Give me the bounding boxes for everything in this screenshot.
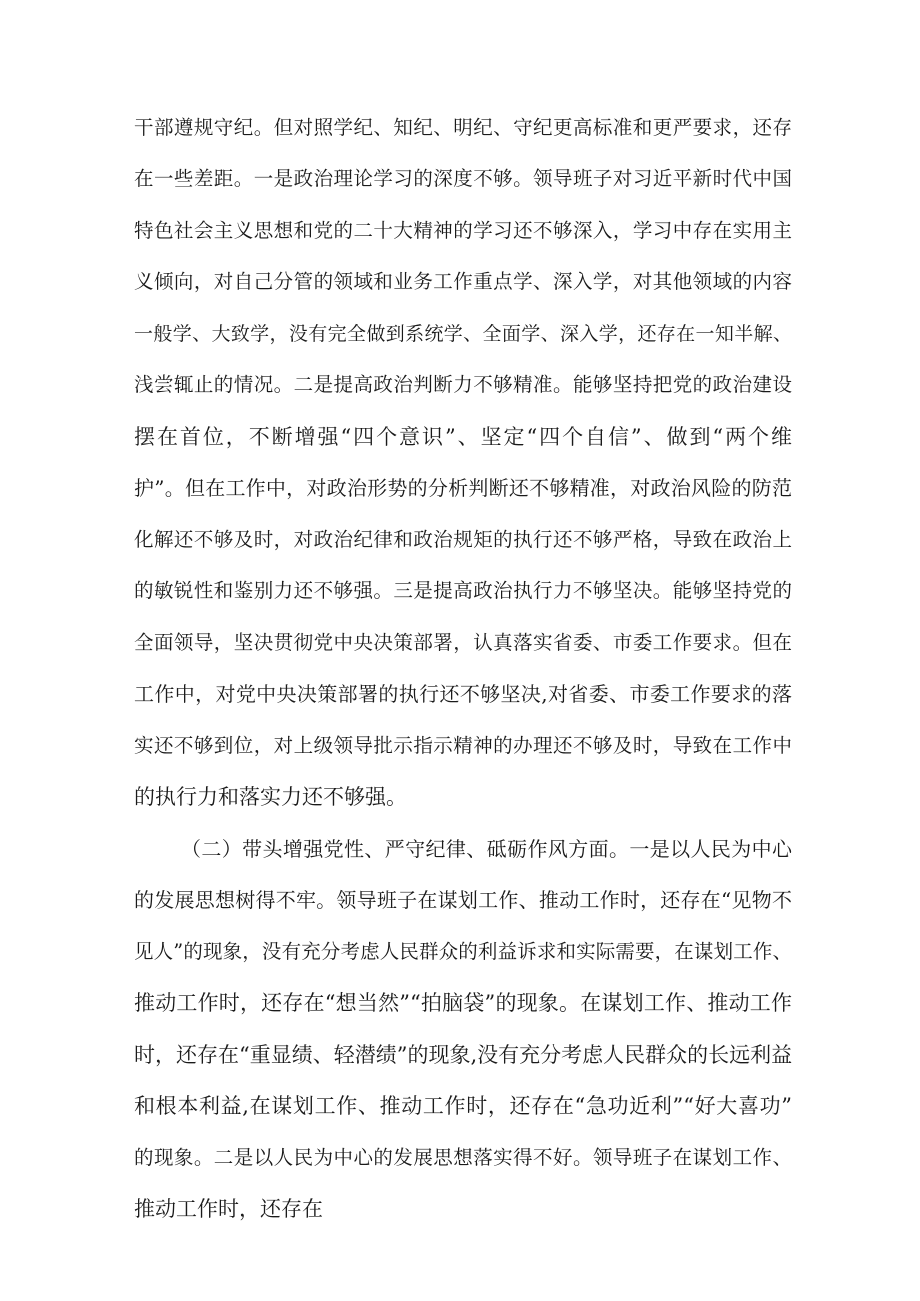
- text-line: 见人”的现象，没有充分考虑人民群众的利益诉求和实际需要，在谋划工作、: [134, 940, 792, 963]
- text-line: 实还不够到位，对上级领导批示指示精神的办理还不够及时，导致在工作中: [134, 734, 792, 757]
- text-line: 护”。但在工作中，对政治形势的分析判断还不够精准，对政治风险的防范: [134, 476, 792, 500]
- text-line: 特色社会主义思想和党的二十大精神的学习还不够深入，学习中存在实用主: [134, 219, 792, 242]
- text-line: 的执行力和落实力还不够强。: [134, 785, 407, 809]
- text-line: 的发展思想树得不牢。领导班子在谋划工作、推动工作时，还存在“见物不: [134, 888, 792, 912]
- text-line: 化解还不够及时，对政治纪律和政治规矩的执行还不够严格，导致在政治上: [134, 528, 792, 551]
- text-line: 义倾向，对自己分管的领域和业务工作重点学、深入学，对其他领域的内容: [134, 270, 792, 293]
- text-line: 推动工作时，还存在“想当然”“拍脑袋”的现象。在谋划工作、推动工作: [134, 991, 792, 1015]
- text-line: 工作中，对党中央决策部署的执行还不够坚决,对省委、市委工作要求的落: [134, 682, 792, 706]
- text-line: 的敏锐性和鉴别力还不够强。三是提高政治执行力不够坚决。能够坚持党的: [134, 579, 792, 602]
- text-line: （二）带头增强党性、严守纪律、砥砺作风方面。一是以人民为中心: [181, 837, 792, 861]
- text-line: 一般学、大致学，没有完全做到系统学、全面学、深入学，还存在一知半解、: [134, 323, 792, 345]
- text-line: 浅尝辄止的情况。二是提高政治判断力不够精准。能够坚持把党的政治建设: [134, 373, 792, 396]
- text-line: 在一些差距。一是政治理论学习的深度不够。领导班子对习近平新时代中国: [134, 167, 792, 190]
- text-line: 摆在首位，不断增强“四个意识”、坚定“四个自信”、做到“两个维: [134, 425, 792, 449]
- text-line: 干部遵规守纪。但对照学纪、知纪、明纪、守纪更高标准和更严要求，还存: [134, 116, 792, 139]
- text-line: 全面领导，坚决贯彻党中央决策部署，认真落实省委、市委工作要求。但在: [134, 631, 792, 654]
- text-line: 推动工作时，还存在: [134, 1197, 323, 1221]
- text-line: 和根本利益,在谋划工作、推动工作时，还存在“急功近利”“好大喜功”: [134, 1094, 792, 1118]
- text-line: 的现象。二是以人民为中心的发展思想落实得不好。领导班子在谋划工作、: [134, 1146, 792, 1169]
- text-line: 时，还存在“重显绩、轻潜绩”的现象,没有充分考虑人民群众的长远利益: [134, 1043, 792, 1067]
